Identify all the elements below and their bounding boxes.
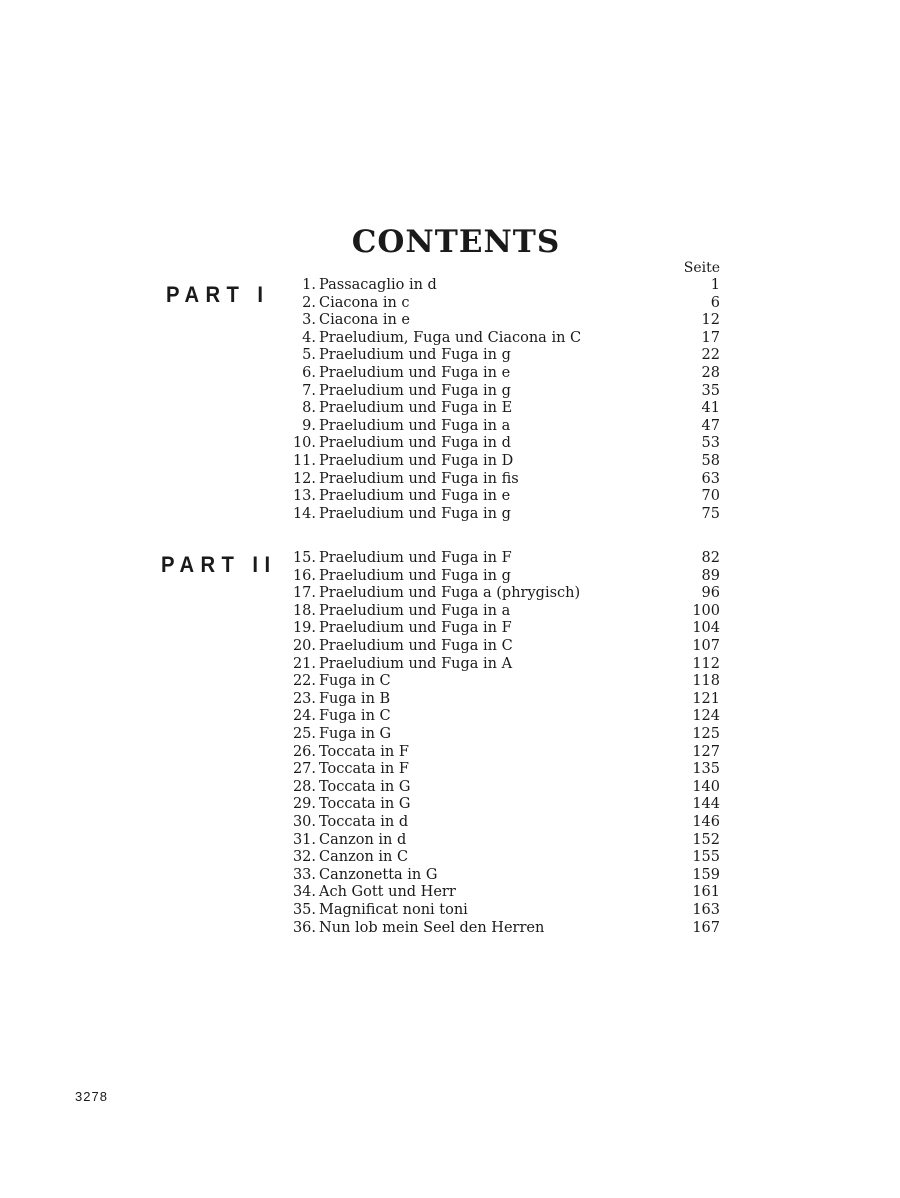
contents-entry [0,312,900,330]
entry-number: 28. [292,778,316,795]
entry-number: 25. [292,726,316,742]
entry-number: 10. [292,435,316,452]
entry-number: 33. [292,866,316,883]
entry-number: 27. [292,761,316,778]
contents-entry [0,884,900,902]
entry-page: 58 [701,453,720,469]
entry-number: 9. [302,417,316,434]
contents-entry [0,761,900,779]
page-column-header: Seite [683,260,720,276]
entry-number: 22. [292,673,316,690]
contents-entry [0,691,900,709]
contents-entry [0,779,900,797]
entry-number: 26. [292,743,316,760]
entry-page: 104 [692,620,720,637]
entry-page: 47 [701,417,720,434]
entry-page: 35 [701,382,720,399]
contents-entry [0,568,900,586]
contents-entry [0,673,900,691]
entry-page: 75 [701,505,720,522]
contents-entry [0,506,900,524]
entry-number: 14. [292,505,316,522]
entry-page: 152 [692,831,720,848]
part-1-heading: PART I [166,282,270,307]
entry-title: Praeludium und Fuga in g [319,347,511,364]
entry-title: Fuga in C [319,673,391,690]
entry-title: Praeludium und Fuga in F [319,620,512,637]
contents-entry [0,488,900,506]
entry-page: 124 [692,708,720,725]
contents-entry [0,550,900,568]
entry-title: Toccata in F [319,743,409,760]
contents-entry [0,796,900,814]
entry-page: 89 [701,567,720,584]
entry-page: 127 [692,743,720,760]
entry-page: 146 [692,814,720,830]
contents-entry [0,400,900,418]
entry-title: Praeludium und Fuga in g [319,382,511,399]
entry-page: 12 [701,312,720,329]
entry-page: 28 [701,365,720,381]
entry-number: 16. [292,567,316,584]
entry-page: 163 [692,902,720,918]
entry-page: 140 [692,778,720,795]
contents-entry [0,902,900,920]
catalog-number: 3278 [75,1089,108,1104]
entry-page: 100 [692,602,720,619]
contents-entry [0,744,900,762]
entry-page: 1 [710,277,720,293]
entry-title: Praeludium und Fuga in e [319,365,511,381]
entry-title: Praeludium und Fuga in a [319,417,511,434]
entry-number: 21. [292,655,316,672]
entry-page: 107 [692,638,720,654]
entry-page: 41 [701,400,720,417]
contents-entry [0,471,900,489]
entry-page: 17 [701,329,720,346]
contents-entry [0,365,900,383]
contents-entry [0,620,900,638]
entry-title: Fuga in C [319,708,391,725]
entry-page: 118 [692,673,720,690]
contents-entry [0,867,900,885]
entry-page: 112 [692,655,720,672]
entry-number: 13. [292,488,316,505]
entry-page: 22 [701,347,720,364]
contents-entry [0,920,900,938]
entry-number: 23. [292,690,316,707]
entry-title: Toccata in G [319,778,411,795]
entry-page: 53 [701,435,720,452]
entry-title: Praeludium und Fuga in g [319,567,511,584]
entry-page: 121 [692,690,720,707]
contents-entry [0,638,900,656]
entry-number: 19. [292,620,316,637]
entry-page: 6 [710,294,720,311]
contents-entry [0,708,900,726]
entry-title: Praeludium und Fuga in E [319,400,513,417]
entry-page: 155 [692,849,720,866]
contents-entry [0,656,900,674]
contents-entry [0,383,900,401]
entry-title: Praeludium und Fuga in C [319,638,513,654]
entry-page: 63 [701,470,720,487]
entry-title: Canzon in d [319,831,407,848]
entry-title: Praeludium und Fuga in F [319,550,512,566]
entry-number: 5. [302,347,316,364]
entry-title: Canzonetta in G [319,866,438,883]
entry-number: 30. [292,814,316,830]
entry-number: 2. [302,294,316,311]
entry-number: 24. [292,708,316,725]
entry-title: Ciacona in c [319,294,410,311]
entry-number: 3. [302,312,316,329]
entry-number: 18. [292,602,316,619]
entry-number: 17. [292,585,316,602]
entry-number: 31. [292,831,316,848]
part-2-heading: PART II [161,552,277,577]
entry-page: 70 [701,488,720,505]
contents-entry [0,277,900,295]
entry-title: Fuga in G [319,726,392,742]
entry-page: 96 [701,585,720,602]
contents-entry [0,585,900,603]
entry-title: Nun lob mein Seel den Herren [319,919,545,936]
contents-entry [0,603,900,621]
entry-page: 135 [692,761,720,778]
entry-number: 4. [302,329,316,346]
entry-number: 20. [292,638,316,654]
entry-title: Toccata in d [319,814,409,830]
entry-title: Praeludium und Fuga in e [319,488,511,505]
entry-page: 125 [692,726,720,742]
entry-title: Magnificat noni toni [319,902,468,918]
entry-page: 161 [692,884,720,901]
entry-number: 32. [292,849,316,866]
contents-entry [0,418,900,436]
entry-title: Praeludium und Fuga in g [319,505,511,522]
entry-title: Canzon in C [319,849,409,866]
entry-page: 159 [692,866,720,883]
entry-number: 7. [302,382,316,399]
entry-title: Praeludium und Fuga in d [319,435,511,452]
contents-entry [0,347,900,365]
entry-page: 144 [692,796,720,813]
entry-number: 6. [302,365,316,381]
entry-number: 35. [292,902,316,918]
entry-title: Praeludium und Fuga a (phrygisch) [319,585,581,602]
entry-number: 29. [292,796,316,813]
entry-number: 8. [302,400,316,417]
contents-entry [0,295,900,313]
entry-number: 12. [292,470,316,487]
entry-title: Praeludium und Fuga in fis [319,470,519,487]
contents-entry [0,453,900,471]
entry-number: 34. [292,884,316,901]
entry-title: Toccata in F [319,761,409,778]
contents-entry [0,814,900,832]
entry-page: 167 [692,919,720,936]
entry-title: Praeludium, Fuga und Ciacona in C [319,329,582,346]
contents-entry [0,832,900,850]
entry-title: Praeludium und Fuga in a [319,602,511,619]
entry-number: 15. [292,550,316,566]
entry-number: 11. [292,453,316,469]
contents-entry [0,849,900,867]
page-title: CONTENTS [351,224,561,260]
entry-title: Praeludium und Fuga in A [319,655,513,672]
entry-number: 1. [302,277,316,293]
entry-page: 82 [701,550,720,566]
contents-entry [0,330,900,348]
entry-title: Ach Gott und Herr [319,884,456,901]
entry-title: Toccata in G [319,796,411,813]
entry-title: Fuga in B [319,690,391,707]
contents-entry [0,726,900,744]
entry-title: Ciacona in e [319,312,410,329]
entry-title: Passacaglio in d [319,277,437,293]
entry-number: 36. [292,919,316,936]
contents-entry [0,435,900,453]
entry-title: Praeludium und Fuga in D [319,453,514,469]
